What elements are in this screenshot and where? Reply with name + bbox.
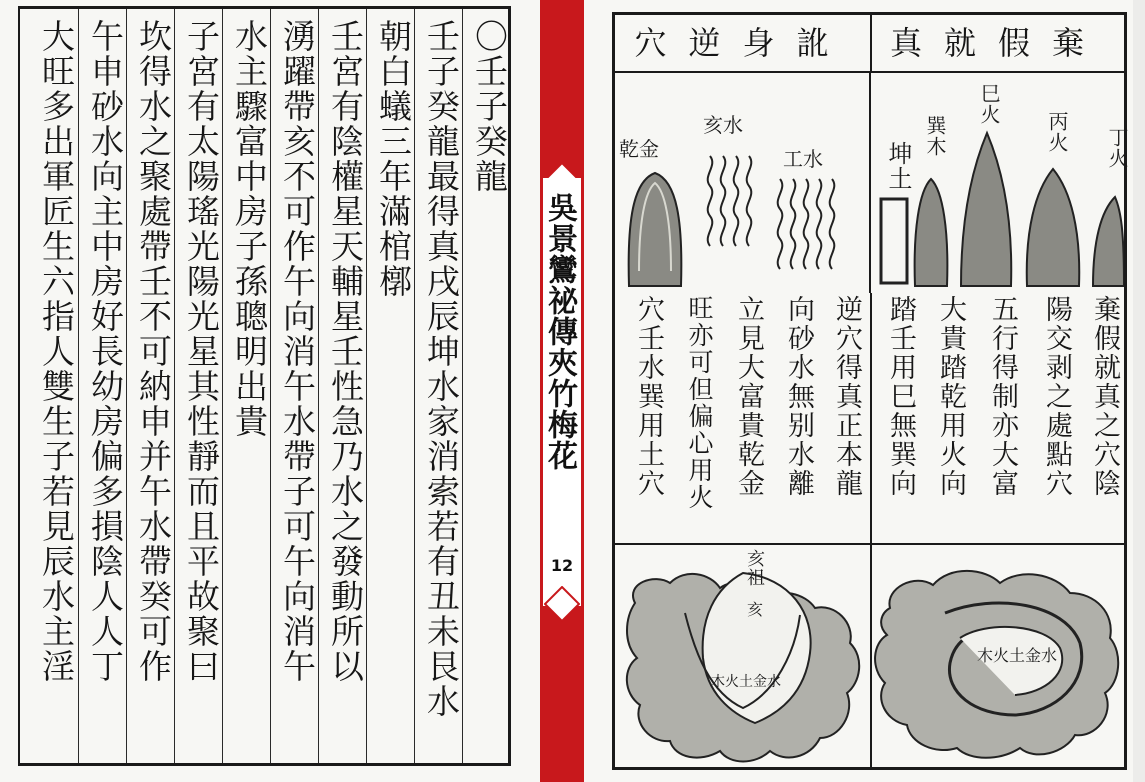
bing-huo-peak <box>1027 169 1080 286</box>
text-column-5: 湧躍帶亥不可作午向消午水帶子可午向消午 <box>270 9 319 763</box>
gong-shui-waves <box>778 179 835 269</box>
label-gong-shui: 工水 <box>783 147 823 171</box>
label-ding-huo: 丁火 <box>1105 127 1129 169</box>
diagram-left-label-top: 亥祖 <box>744 549 765 587</box>
commentary-col-7: 向砂水無别水離 <box>783 295 814 498</box>
text-column-1: 〇壬子癸龍 <box>462 9 511 763</box>
illustration-row <box>615 71 1129 293</box>
kun-tu-box <box>881 199 907 283</box>
commentary-col-6: 逆穴得真正本龍 <box>831 295 862 498</box>
label-bing-huo: 丙火 <box>1045 111 1069 153</box>
header-left: 穴逆身訛 <box>634 24 851 62</box>
left-page <box>0 0 540 782</box>
commentary-col-5: 踏壬用巳無巽向 <box>885 295 916 498</box>
text-column-6: 水主驟富中房子孫聰明出貴 <box>222 9 271 763</box>
commentary-col-3: 五行得制亦大富 <box>987 295 1018 498</box>
page-edge <box>1133 0 1145 782</box>
si-huo-peak <box>961 133 1011 286</box>
diagram-left-label-middle: 亥 <box>747 600 764 619</box>
commentary-col-2: 陽交剥之處點穴 <box>1041 295 1072 498</box>
commentary-col-4: 大貴踏乾用火向 <box>935 295 966 498</box>
diagram-left-label-bottom: 木火土金水 <box>711 674 781 690</box>
book-spine <box>540 0 584 782</box>
text-column-9: 午申砂水向主中房好長幼房偏多損陰人人丁 <box>78 9 127 763</box>
spine-ornament-bottom <box>544 586 580 622</box>
landform-illustrations <box>615 71 1124 293</box>
page-number: 12 <box>550 556 574 575</box>
label-hai-shui: 亥水 <box>703 113 743 137</box>
label-kun-tu: 坤土 <box>884 141 912 191</box>
header-row <box>615 15 1124 73</box>
diagram-row <box>615 543 1124 767</box>
commentary-divider <box>870 293 872 543</box>
commentary-col-1: 棄假就真之穴陰 <box>1089 295 1120 498</box>
label-qian-jin: 乾金 <box>619 137 659 161</box>
commentary-col-9: 旺亦可但偏心用火 <box>685 295 714 511</box>
text-column-7: 子宮有太陽瑤光陽光星其性靜而且平故聚曰 <box>174 9 223 763</box>
commentary-row <box>615 293 1124 545</box>
right-page-frame <box>612 12 1127 770</box>
text-column-4: 壬宮有陰權星天輔星壬性急乃水之發動所以 <box>318 9 367 763</box>
commentary-col-8: 立見大富貴乾金 <box>733 295 764 498</box>
label-si-huo: 巳火 <box>977 83 1001 125</box>
text-column-8: 坎得水之聚處帶壬不可納申并午水帶癸可作 <box>126 9 175 763</box>
header-right: 真就假棄 <box>889 24 1106 62</box>
label-xun-mu: 巽木 <box>923 115 947 157</box>
qian-jin-mound <box>629 173 682 286</box>
text-column-3: 朝白蟻三年滿棺槨 <box>366 9 415 763</box>
hai-shui-waves <box>708 156 752 246</box>
right-page <box>584 0 1145 782</box>
spine-title: 吳景鸞祕傳夾竹梅花 <box>542 192 577 471</box>
xun-mu-peak <box>915 179 948 286</box>
text-column-2: 壬子癸龍最得真戌辰坤水家消索若有丑未艮水 <box>414 9 463 763</box>
commentary-col-10: 穴壬水巽用土穴 <box>633 295 664 498</box>
left-page-text-frame <box>18 6 511 766</box>
text-column-10: 大旺多出軍匠生六指人雙生子若見辰水主淫 <box>37 19 76 684</box>
ding-huo-peak <box>1093 197 1124 286</box>
diagram-right-label: 木火土金水 <box>977 646 1058 665</box>
